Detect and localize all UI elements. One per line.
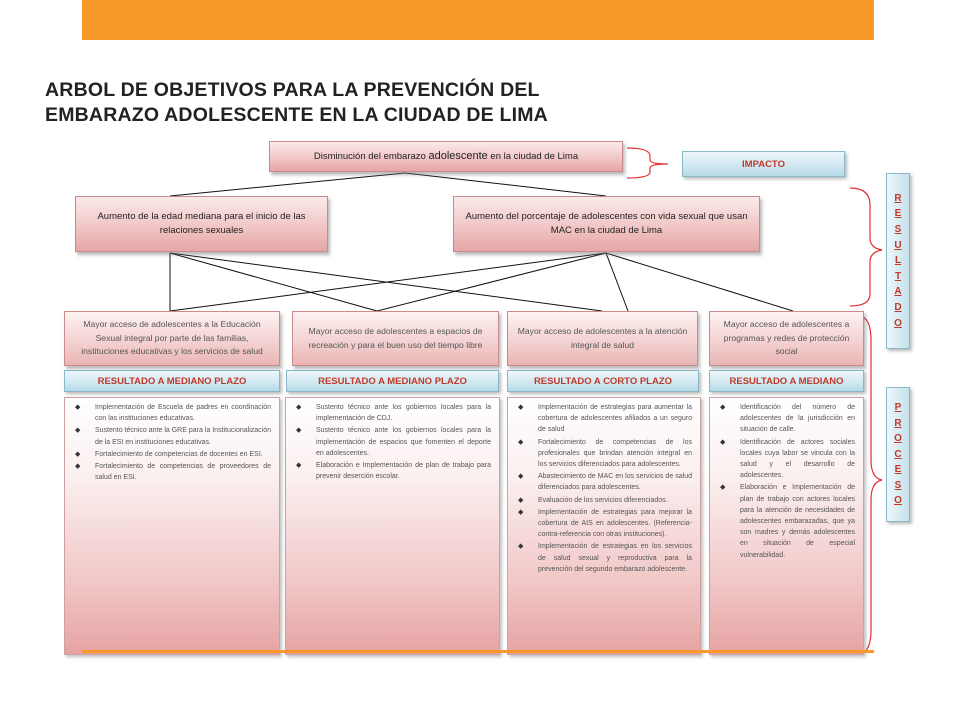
list-item: ◆ Fortalecimiento de competencias de docentes en ESI. (75, 450, 263, 458)
connector-impact-result1 (170, 173, 405, 196)
connector-impact-result2 (405, 173, 606, 196)
objective-box-2: Mayor acceso de adolescentes a espacios de recreación y para el buen uso del tiempo libre (292, 311, 499, 366)
title-line-1: ARBOL DE OBJETIVOS PARA LA PREVENCIÓN DEL (45, 79, 540, 101)
list-item: ◆ Implementación de estrategias para mejorar la cobertura de AIS en adolescentes. (Referencia- contra-referencia con otras instituciones). (518, 508, 692, 539)
connector-r2-o2 (377, 253, 606, 311)
term-label-1: RESULTADO A MEDIANO PLAZO (64, 370, 280, 392)
impact-goal-box (269, 141, 623, 172)
proceso-label: P R O C E S O (886, 387, 910, 522)
list-item: ◆ Evaluación de los servicios diferenciados. (518, 496, 668, 504)
list-item: ◆ Sustento técnico ante los gobiernos locales para la implementación de espacios que fomenten el deporte en adolescentes. (296, 427, 491, 457)
impact-goal-text: Disminución del embarazo adolescente en la ciudad de Lima (313, 150, 579, 162)
impact-brace (627, 148, 668, 178)
activities-column-4 (709, 397, 864, 655)
result-box-2: Aumento del porcentaje de adolescentes con vida sexual que usan MAC en la ciudad de Lima (453, 196, 760, 252)
objective-box-1: Mayor acceso de adolescentes a la Educación Sexual integral por parte de las familias, instituciones educativas y los servicios de salud (64, 311, 280, 366)
term-label-2: RESULTADO A MEDIANO PLAZO (286, 370, 499, 392)
list-item: ◆ Identificación del número de adolescentes de la jurisdicción en situación de calle. (720, 404, 855, 434)
term-label-3: RESULTADO A CORTO PLAZO (507, 370, 699, 392)
list-item: ◆ Sustento técnico ante la GRE para la Institucionalización de la ESI en instituciones educativas. (75, 427, 271, 446)
list-item: ◆ Fortalecimiento de competencias de los profesionales que brindan atención integral en los servicios diferenciados para adolescentes. (518, 438, 692, 469)
resultado-label: R E S U L T A D O (886, 173, 910, 349)
bottom-accent-line (82, 650, 874, 653)
activities-column-3 (507, 397, 701, 655)
list-item: ◆ Elaboración e Implementación de plan de trabajo con actores locales para la atención de necesidades de adolescentes embarazadas, que ya son madres y demás adolescentes en situación de especial vulnerabilidad. (720, 484, 855, 559)
resultado-brace (850, 188, 882, 306)
activities-column-2 (285, 397, 500, 655)
list-item: ◆ Sustento técnico ante los gobiernos locales para la implementación de CDJ. (296, 404, 491, 423)
term-label-4: RESULTADO A MEDIANO (709, 370, 864, 392)
list-item: ◆ Elaboración e Implementación de plan de trabajo para prevenir deserción escolar. (296, 462, 491, 481)
objective-box-4: Mayor acceso de adolescentes a programas y redes de protección social (709, 311, 864, 366)
list-item: ◆ Abastecimiento de MAC en los servicios de salud diferenciados para adolescentes. (518, 473, 692, 492)
list-item: ◆ Implementación de estrategias en los servicios de salud sexual y reproductiva para la prevención del segundo embarazo adolescente. (518, 543, 692, 573)
list-item: ◆ Implementación de Escuela de padres en coordinación con las instituciones educativas. (75, 404, 271, 423)
list-item: ◆ Implementación de estrategias para aumentar la cobertura de adolescentes afiliados a un seguro de salud (518, 404, 692, 434)
impact-label: IMPACTO (682, 151, 845, 177)
activities-column-1 (64, 397, 280, 655)
objective-box-3: Mayor acceso de adolescentes a la atención integral de salud (507, 311, 698, 366)
connector-r2-o3 (606, 253, 628, 311)
title-line-2: EMBARAZO ADOLESCENTE EN LA CIUDAD DE LIMA (45, 104, 548, 126)
result-box-1: Aumento de la edad mediana para el inicio de las relaciones sexuales (75, 196, 328, 252)
connector-r2-o4 (606, 253, 793, 311)
list-item: ◆ Identificación de actores sociales locales cuya labor se vincula con la salud y el desarrollo de adolescentes. (720, 438, 855, 480)
list-item: ◆ Fortalecimiento de competencias de proveedores de salud en ESI. (75, 463, 271, 482)
connector-r1-o2 (170, 253, 377, 311)
